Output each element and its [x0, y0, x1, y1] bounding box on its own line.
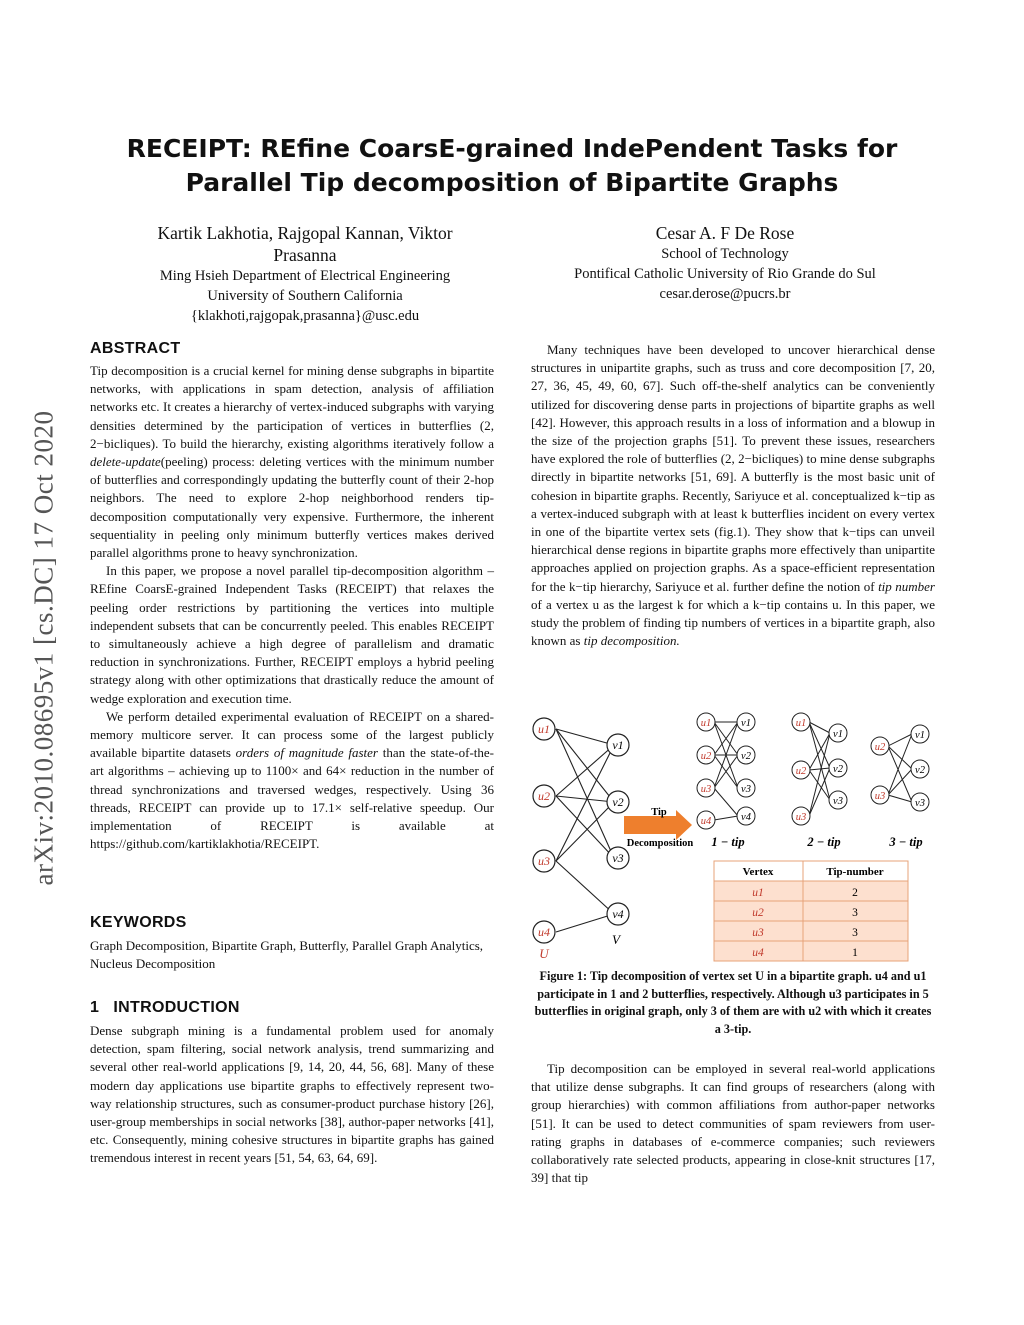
abstract-paragraph-1: Tip decomposition is a crucial kernel for mining dense subgraphs in bipartite networks, with applications in spam detection, analysis of affiliation networks etc. It creates a hierarchy of vertex-induced subgraphs with varying densities determined by the participation of vertices in butterflies (2, 2−bicliques). To build the hierarchy, existing algorithms iteratively follow a delete-update(peeling) process: deleting vertices with the minimum number of butterflies and correspondingly updating the butterfly count of their 2-hop neighbors. The need to explore 2-hop neighborhood renders tip-decomposition computationally very expensive. Furthermore, the inherent sequentiality in peeling only minimum butterfly vertices makes derived parallel algorithms prone to heavy synchronization.	[90, 363, 494, 561]
one-tip-edges	[714, 722, 738, 820]
table-row-3-tip: 3	[852, 927, 858, 939]
svg-text:v2: v2	[833, 764, 843, 775]
decomposition-arrow-head	[676, 810, 692, 840]
svg-text:u1: u1	[700, 718, 712, 729]
set-u-label: U	[539, 946, 549, 961]
node-u2-label: u2	[538, 789, 550, 803]
svg-text:v3: v3	[915, 798, 925, 809]
svg-text:v3: v3	[741, 784, 751, 795]
node-u1-label: u1	[538, 722, 550, 736]
abstract-heading: ABSTRACT	[90, 340, 181, 357]
right-paragraph-1: Many techniques have been developed to uncover hierarchical dense structures in unipartite graphs, such as truss and core decomposition [7, 20, 27, 36, 45, 49, 60, 67]. Such off-the-shelf analytics can be conveniently utilized for discovering dense parts in projections of bipartite graphs as well [42]. However, this approach results in a loss of information and a blowup in the size of the projection graphs [51]. To prevent these issues, researchers have explored the role of butterflies (2, 2−bicliques) to mine dense subgraphs directly in bipartite networks [51, 69]. A butterfly is the most basic unit of cohesion in bipartite graphs. Recently, Sariyuce et al. conceptualized k−tip as a vertex-induced subgraph with at least k butterflies incident on every vertex in one of the bipartite vertex sets (fig.1). They show that k−tips can unveil hierarchical dense regions in bipartite graphs more effectively than unipartite approaches applied on projection graphs. As a space-efficient representation for the k−tip hierarchy, Sariyuce et al. further define the notion of tip number of a vertex u as the largest k for which a k−tip contains u. In this paper, we study the problem of finding tip numbers of vertices in a bipartite graph, also known as tip decomposition.	[531, 342, 935, 649]
tip-number-table	[714, 861, 908, 961]
author-univ-right: Pontifical Catholic University of Rio Grande do Sul	[574, 266, 876, 282]
table-header-tip: Tip-number	[826, 866, 884, 878]
author-names-2: Prasanna	[273, 245, 337, 265]
keywords-section	[90, 914, 494, 973]
decomposition-arrow-body	[624, 816, 676, 834]
author-email-right: cesar.derose@pucrs.br	[659, 286, 791, 302]
three-tip-label: 3 − tip	[889, 835, 923, 849]
svg-text:u3: u3	[874, 791, 886, 802]
svg-text:v1: v1	[833, 729, 843, 740]
set-v-label: V	[612, 932, 620, 947]
svg-text:v4: v4	[741, 812, 751, 823]
keywords-heading: KEYWORDS	[90, 914, 187, 931]
table-row-4-vertex: u4	[752, 947, 764, 959]
abstract-section	[90, 340, 494, 853]
table-row-3-vertex: u3	[752, 927, 764, 939]
title-line-1: RECEIPT: REfine CoarsE-grained IndePendent Tasks for	[126, 134, 898, 163]
title-line-2: Parallel Tip decomposition of Bipartite Graphs	[185, 168, 839, 197]
svg-text:u3: u3	[700, 784, 712, 795]
introduction-paragraph-1: Dense subgraph mining is a fundamental problem used for anomaly detection, spam filtering, social network analysis, trend summarizing and several other real-world applications [9, 14, 20, 44, 56, 68]. Many of these modern day applications use bipartite graphs to effectively represent two-way relationship structures, such as consumer-product purchase history [26], user-group memberships in social networks [38], author-paper networks [41], etc. Consequently, mining cohesive structures in bipartite graphs has gained tremendous interest in recent years [51, 54, 63, 64, 69].	[90, 1023, 494, 1166]
author-name-right: Cesar A. F De Rose	[655, 223, 795, 243]
right-column-text-2	[531, 1060, 935, 1187]
arxiv-side-label: arXiv:2010.08695v1 [cs.DC] 17 Oct 2020	[28, 410, 59, 886]
arrow-label-bottom: Decomposition	[626, 838, 694, 849]
introduction-section	[90, 999, 494, 1168]
svg-text:u2: u2	[874, 742, 886, 753]
node-u4-label: u4	[538, 925, 550, 939]
one-tip-label: 1 − tip	[711, 835, 745, 849]
node-v3-label: v3	[612, 851, 624, 865]
right-column-text	[531, 341, 935, 650]
figure-1	[524, 706, 944, 966]
node-v1-label: v1	[612, 738, 624, 752]
svg-text:v1: v1	[741, 718, 751, 729]
abstract-paragraph-3: We perform detailed experimental evaluation of RECEIPT on a shared-memory multicore server. It can process some of the largest publicly available bipartite datasets orders of magnitude faster than the state-of-the-art algorithms – achieving up to 1100× and 64× reduction in the number of thread synchronizations and traversed wedges, respectively. Using 36 threads, RECEIPT can provide up to 17.1× self-relative speedup. Our implementation of RECEIPT is available at https://github.com/kartiklakhotia/RECEIPT.	[90, 708, 494, 852]
table-row-2-vertex: u2	[752, 907, 764, 919]
table-row-1-vertex: u1	[752, 887, 764, 899]
introduction-heading: 1 INTRODUCTION	[90, 999, 240, 1016]
table-header-vertex: Vertex	[742, 866, 774, 878]
node-u3-label: u3	[538, 854, 550, 868]
node-v4-label: v4	[612, 907, 624, 921]
author-dept: Ming Hsieh Department of Electrical Engineering	[159, 268, 451, 284]
keywords-text: Graph Decomposition, Bipartite Graph, Butterfly, Parallel Graph Analytics, Nucleus Decomposition	[90, 938, 484, 972]
figure-1-caption: Figure 1: Tip decomposition of vertex set U in a bipartite graph. u4 and u1 participate in 1 and 2 butterflies, respectively. Although u3 participates in 5 butterflies in original graph, only 3 of them are with u2 with which it creates a 3-tip.	[534, 969, 932, 1036]
author-names-1: Kartik Lakhotia, Rajgopal Kannan, Viktor	[157, 223, 453, 243]
svg-text:u4: u4	[700, 816, 712, 827]
authors-left	[110, 222, 500, 326]
svg-text:u2: u2	[795, 766, 807, 777]
table-row-2-tip: 3	[852, 907, 858, 919]
node-v2-label: v2	[612, 795, 624, 809]
svg-text:v2: v2	[915, 765, 925, 776]
authors-right	[530, 222, 920, 304]
three-tip-edges	[888, 734, 912, 802]
original-u-nodes	[533, 718, 555, 943]
table-row-1-tip: 2	[852, 887, 858, 899]
svg-text:u1: u1	[795, 718, 807, 729]
two-tip-edges	[809, 722, 830, 816]
author-univ: University of Southern California	[207, 288, 403, 304]
svg-text:v2: v2	[741, 751, 751, 762]
paper-title	[110, 132, 914, 200]
svg-text:v1: v1	[915, 730, 925, 741]
abstract-paragraph-2: In this paper, we propose a novel parallel tip-decomposition algorithm – REfine CoarsE-grained Independent Tasks (RECEIPT) that relaxes the peeling order restrictions by partitioning the vertices into multiple independent subsets that can be concurrently peeled. This enables RECEIPT to simultaneously achieve a high degree of parallelism and dramatic reduction in synchronizations. Further, RECEIPT employs a hybrid peeling strategy along with other optimizations that drastically reduce the amount of wedge exploration and execution time.	[90, 563, 494, 706]
arrow-label-top: Tip	[651, 807, 667, 818]
table-row-4-tip: 1	[852, 947, 858, 959]
svg-text:v3: v3	[833, 796, 843, 807]
author-dept-right: School of Technology	[661, 246, 789, 262]
two-tip-label: 2 − tip	[807, 835, 841, 849]
right-paragraph-2: Tip decomposition can be employed in several real-world applications that utilize dense subgraphs. It can find groups of researchers (along with group hierarchies) with common affiliations from author-paper networks [51]. It can be used to detect communities of spam reviewers from user-rating graphs in databases of e-commerce companies; such reviewers collaboratively rate selected products, appearing in close-knit structures [17, 39] that tip	[531, 1061, 935, 1186]
original-graph-edges	[556, 729, 614, 932]
svg-text:u3: u3	[795, 812, 807, 823]
svg-text:u2: u2	[700, 751, 712, 762]
author-email: {klakhoti,rajgopak,prasanna}@usc.edu	[190, 308, 420, 324]
